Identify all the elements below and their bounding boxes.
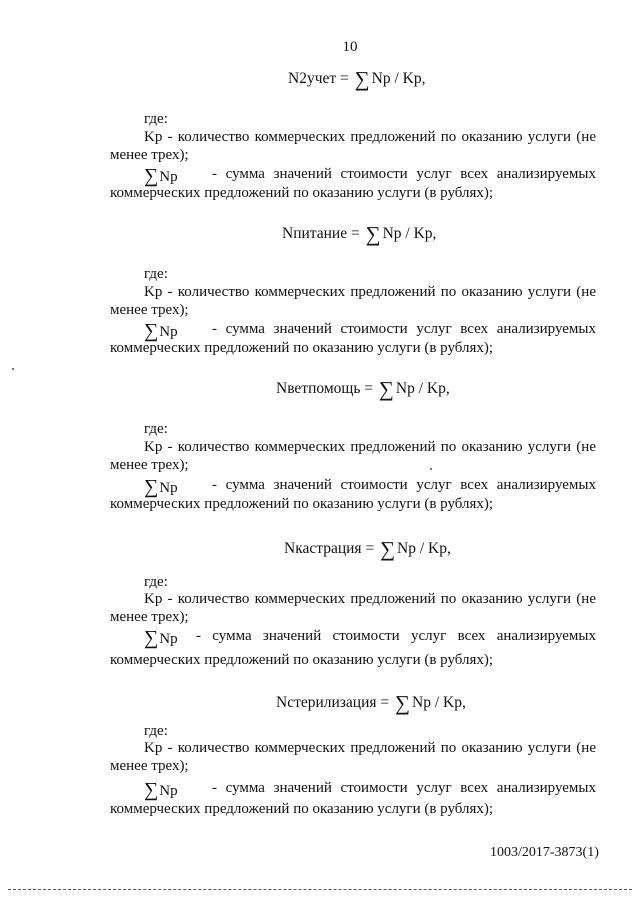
formula-nkastratsiya [284,538,451,559]
sum-symbol-icon: ∑ [365,222,381,246]
scan-speck [430,468,432,470]
formula-name: Nпитание [282,224,348,242]
np-definition-line2: коммерческих предложений по оказанию услуги (в рублях); [110,185,494,201]
formula-equals: = [360,379,377,397]
np-definition-line1: - сумма значений стоимости услуг всех анализируемых [212,780,596,796]
formula-equals: = [361,539,379,557]
np-symbol: ∑Np [144,476,178,498]
formula-nsterilizatsiya [276,692,466,713]
kp-definition-line1: Kp - количество коммерческих предложений по оказанию услуги (не [144,439,596,455]
where-label: где: [144,574,168,590]
page-number: 10 [342,39,358,55]
formula-name: Nветпомощь [276,379,361,397]
formula-rhs: Np / Kp, [371,69,426,87]
bottom-cut-line [8,889,632,890]
where-label: где: [144,421,168,437]
formula-npitanie [282,223,436,244]
formula-rhs: Np / Kp, [395,379,450,397]
kp-definition-line2: менее трех); [110,758,189,774]
kp-definition-line1: Kp - количество коммерческих предложений по оказанию услуги (не [144,591,596,607]
formula-equals: = [336,69,353,87]
np-definition-line2: коммерческих предложений по оказанию услуги (в рублях); [110,496,494,512]
formula-nvetpomosch [276,378,450,399]
np-definition-line2: коммерческих предложений по оказанию услуги (в рублях); [110,652,494,668]
kp-definition-line1: Kp - количество коммерческих предложений по оказанию услуги (не [144,129,596,145]
kp-definition-line2: менее трех); [110,609,189,625]
scan-speck [12,368,14,370]
np-definition-line1: - сумма значений стоимости услуг всех анализируемых [212,321,596,337]
formula-equals: = [347,224,364,242]
np-symbol: ∑Np [144,779,178,801]
np-definition-line2: коммерческих предложений по оказанию услуги (в рублях); [110,340,494,356]
formula-name: N2учет [288,69,337,87]
formula-n2uchet [288,68,425,89]
where-label: где: [144,723,168,739]
sum-symbol-icon: ∑ [395,691,411,715]
formula-equals: = [376,693,394,711]
kp-definition-line1: Kp - количество коммерческих предложений по оказанию услуги (не [144,284,596,300]
formula-rhs: Np / Kp, [412,693,466,711]
sum-symbol-icon: ∑ [380,537,396,561]
np-definition-line1: - сумма значений стоимости услуг всех анализируемых [212,477,596,493]
kp-definition-line1: Kp - количество коммерческих предложений по оказанию услуги (не [144,740,596,756]
kp-definition-line2: менее трех); [110,302,189,318]
formula-rhs: Np / Kp, [397,539,451,557]
np-definition-line1: - сумма значений стоимости услуг всех анализируемых [196,628,596,644]
kp-definition-line2: менее трех); [110,457,189,473]
formula-name: Nстерилизация [276,693,377,711]
where-label: где: [144,111,168,127]
np-definition-line1: - сумма значений стоимости услуг всех анализируемых [212,166,596,182]
np-symbol: ∑Np [144,165,178,187]
document-code: 1003/2017-3873(1) [490,845,599,860]
formula-name: Nкастрация [284,539,362,557]
sum-symbol-icon: ∑ [378,377,394,401]
sum-symbol-icon: ∑ [354,67,370,91]
where-label: где: [144,266,168,282]
np-symbol: ∑Np [144,627,178,649]
np-symbol: ∑Np [144,320,178,342]
formula-rhs: Np / Kp, [382,224,437,242]
np-definition-line2: коммерческих предложений по оказанию услуги (в рублях); [110,801,494,817]
kp-definition-line2: менее трех); [110,147,189,163]
